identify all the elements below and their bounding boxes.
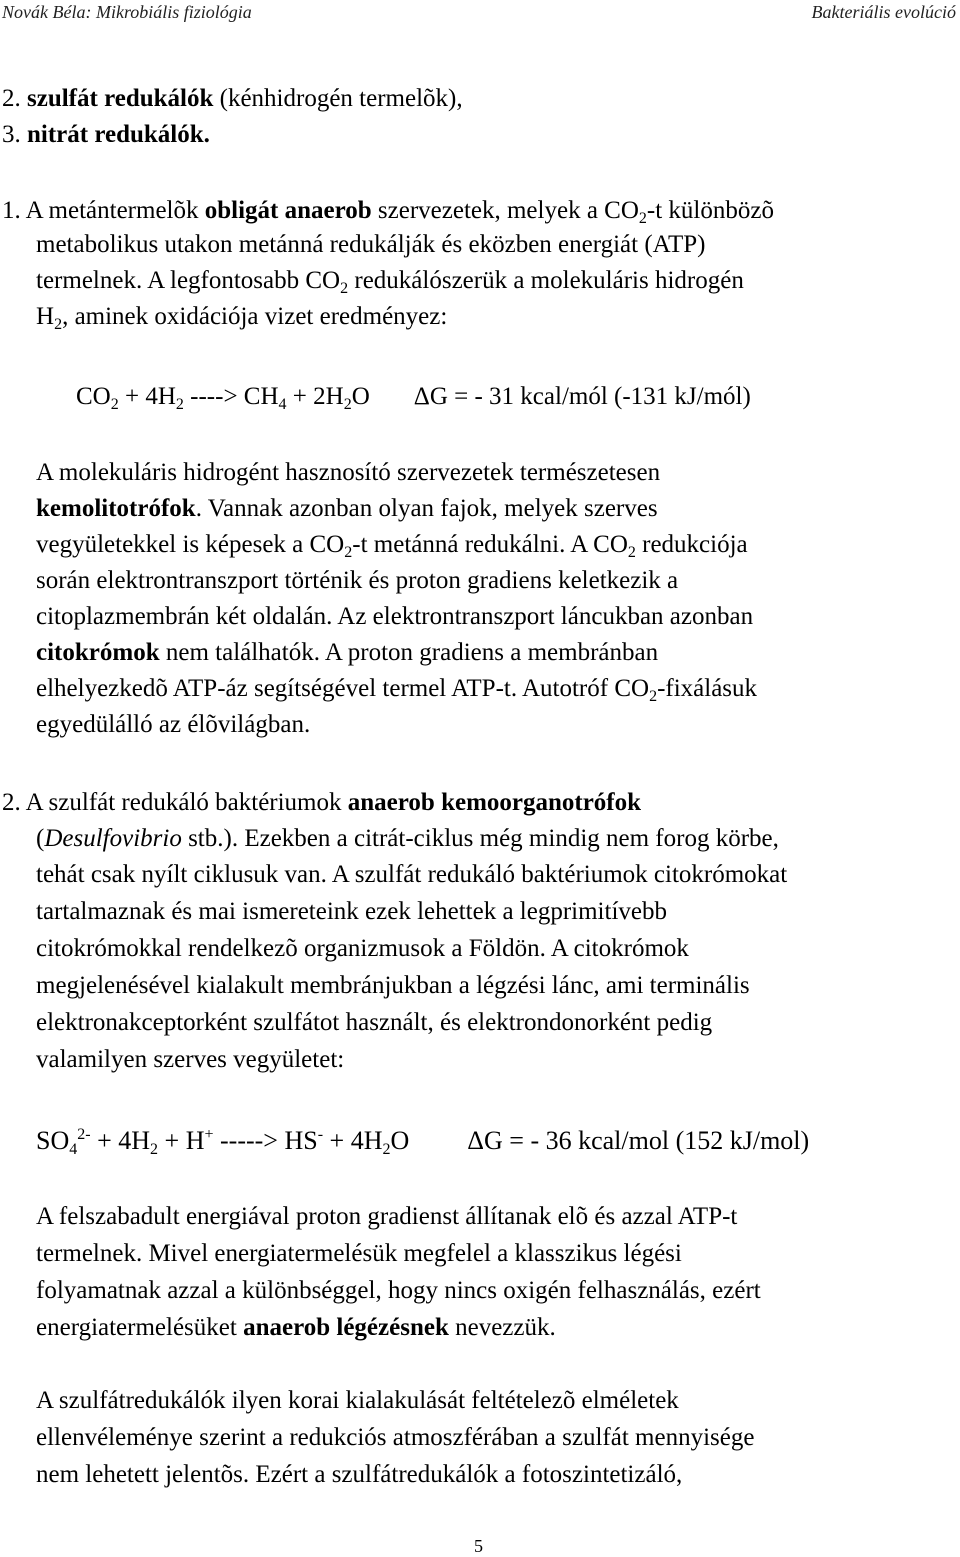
- sec2-line-5: citokrómokkal rendelkezõ organizmusok a Földön. A citokrómok: [36, 935, 689, 962]
- text: + H: [158, 1126, 205, 1155]
- text: . Vannak azonban olyan fajok, melyek szerves: [195, 495, 658, 522]
- list-item-3: [2, 120, 210, 150]
- text: + 4H: [90, 1126, 151, 1155]
- text: 2. A szulfát redukáló baktériumok: [2, 789, 348, 816]
- text: stb.). Ezekben a citrát-ciklus még mindig nem forog körbe,: [181, 825, 779, 852]
- list-item-2: [2, 84, 463, 114]
- header-left: Novák Béla: Mikrobiális fiziológia: [2, 2, 252, 22]
- subscript: 4: [278, 396, 287, 413]
- text: szervezetek, melyek a CO: [371, 197, 639, 224]
- sec1-line-3: [36, 266, 744, 296]
- text: nem találhatók. A proton gradiens a membránban: [159, 639, 659, 666]
- sec2-para-line-2: termelnek. Mivel energiatermelésük megfelel a klasszikus légési: [36, 1240, 682, 1267]
- bold-text: citokrómok: [36, 639, 160, 666]
- text: , aminek oxidációja vizet eredményez:: [62, 303, 448, 330]
- sec2-line-2: [36, 824, 779, 854]
- text: ----> CH: [183, 383, 279, 410]
- bold-text: anaerob légézésnek: [243, 1314, 449, 1341]
- sec1-para-line-4: során elektrontranszport történik és proton gradiens keletkezik a: [36, 567, 679, 594]
- sec1-para-line-8: egyedülálló az élõvilágban.: [36, 711, 311, 738]
- subscript: 2: [649, 688, 658, 705]
- sec2-line-8: valamilyen szerves vegyületet:: [36, 1046, 345, 1073]
- sec1-line-4: [36, 302, 447, 332]
- sec2-line-3: tehát csak nyílt ciklusuk van. A szulfát redukáló baktériumok citokrómokat: [36, 861, 788, 888]
- sec1-para-line-1: A molekuláris hidrogént hasznosító szervezetek természetesen: [36, 459, 661, 486]
- sec2-final-line-1: A szulfátredukálók ilyen korai kialakulását feltételezõ elméletek: [36, 1387, 679, 1414]
- bold-text: obligát anaerob: [204, 197, 372, 224]
- bold-text: kemolitotrófok: [36, 495, 196, 522]
- sulfate-equation: [36, 1126, 809, 1156]
- text: + 4H: [323, 1126, 383, 1155]
- text: (: [36, 825, 45, 852]
- text: redukálószerük a molekuláris hidrogén: [348, 267, 744, 294]
- sec2-final-line-2: ellenvéleménye szerint a redukciós atmoszférában a szulfát mennyisége: [36, 1424, 755, 1451]
- text: elhelyezkedõ ATP-áz segítségével termel ATP-t. Autotróf CO: [36, 675, 650, 702]
- text: 1. A metántermelõk: [2, 197, 205, 224]
- sec2-para-line-3: folyamatnak azzal a különbséggel, hogy nincs oxigén felhasználás, ezért: [36, 1277, 761, 1304]
- sec2-para-line-4: [36, 1313, 556, 1343]
- sec1-line-1: [2, 196, 774, 226]
- subscript: 2: [150, 1141, 159, 1158]
- subscript: 2: [627, 544, 636, 561]
- bold-text: anaerob kemoorganotrófok: [347, 789, 642, 816]
- text: -t metánná redukálni. A CO: [352, 531, 628, 558]
- sec1-para-line-5: citoplazmembrán két oldalán. Az elektrontranszport láncukban azonban: [36, 603, 754, 630]
- delta-g: ΔG = - 36 kcal/mol (152 kJ/mol): [467, 1126, 810, 1155]
- text: -fixálásuk: [657, 675, 758, 702]
- list-bold: szulfát redukálók: [27, 85, 214, 112]
- subscript: 2: [344, 544, 353, 561]
- text: -t különbözõ: [646, 197, 774, 224]
- sec1-para-line-7: [36, 674, 757, 704]
- list-text: (kénhidrogén termelõk),: [213, 85, 463, 112]
- subscript: 4: [69, 1141, 78, 1158]
- text: O: [351, 383, 370, 410]
- header-right: Bakteriális evolúció: [811, 2, 956, 22]
- list-number: 2.: [2, 85, 21, 112]
- text: H: [36, 303, 55, 330]
- text: redukciója: [635, 531, 748, 558]
- sec2-final-line-3: nem lehetett jelentõs. Ezért a szulfátredukálók a fotoszintetizáló,: [36, 1461, 683, 1488]
- superscript: -: [317, 1126, 324, 1143]
- subscript: 2: [175, 396, 184, 413]
- methane-equation: [76, 382, 751, 412]
- text: + 2H: [286, 383, 344, 410]
- italic-text: Desulfovibrio: [44, 825, 182, 852]
- text: O: [390, 1126, 410, 1155]
- sec2-line-7: elektronakceptorként szulfátot használt, és elektrondonorként pedig: [36, 1009, 713, 1036]
- sec1-para-line-3: [36, 530, 748, 560]
- text: vegyületekkel is képesek a CO: [36, 531, 345, 558]
- subscript: 2: [340, 280, 349, 297]
- sec1-para-line-6: [36, 638, 658, 668]
- superscript: 2-: [77, 1126, 91, 1143]
- sec2-line-4: tartalmaznak és mai ismereteink ezek lehettek a legprimitívebb: [36, 898, 667, 925]
- page-header: [0, 0, 960, 30]
- subscript: 2: [638, 210, 647, 227]
- page-number: 5: [474, 1536, 483, 1556]
- text: SO: [36, 1126, 70, 1155]
- sec2-line-6: megjelenésével kialakult membránjukban a légzési lánc, ami terminális: [36, 972, 750, 999]
- subscript: 2: [54, 316, 63, 333]
- text: + 4H: [118, 383, 176, 410]
- text: -----> HS: [213, 1126, 318, 1155]
- text: nevezzük.: [448, 1314, 556, 1341]
- text: energiatermelésüket: [36, 1314, 244, 1341]
- sec2-para-line-1: A felszabadult energiával proton gradienst állítanak elõ és azzal ATP-t: [36, 1203, 738, 1230]
- subscript: 2: [382, 1141, 391, 1158]
- text: CO: [76, 383, 111, 410]
- sec2-line-1: [2, 788, 641, 818]
- superscript: +: [204, 1126, 214, 1143]
- list-number: 3.: [2, 121, 21, 148]
- list-bold: nitrát redukálók.: [27, 121, 210, 148]
- delta-g: ΔG = - 31 kcal/mól (-131 kJ/mól): [413, 383, 751, 410]
- sec1-line-2: metabolikus utakon metánná redukálják és eközben energiát (ATP): [36, 231, 706, 258]
- sec1-para-line-2: [36, 494, 658, 524]
- subscript: 2: [110, 396, 119, 413]
- text: termelnek. A legfontosabb CO: [36, 267, 341, 294]
- subscript: 2: [343, 396, 352, 413]
